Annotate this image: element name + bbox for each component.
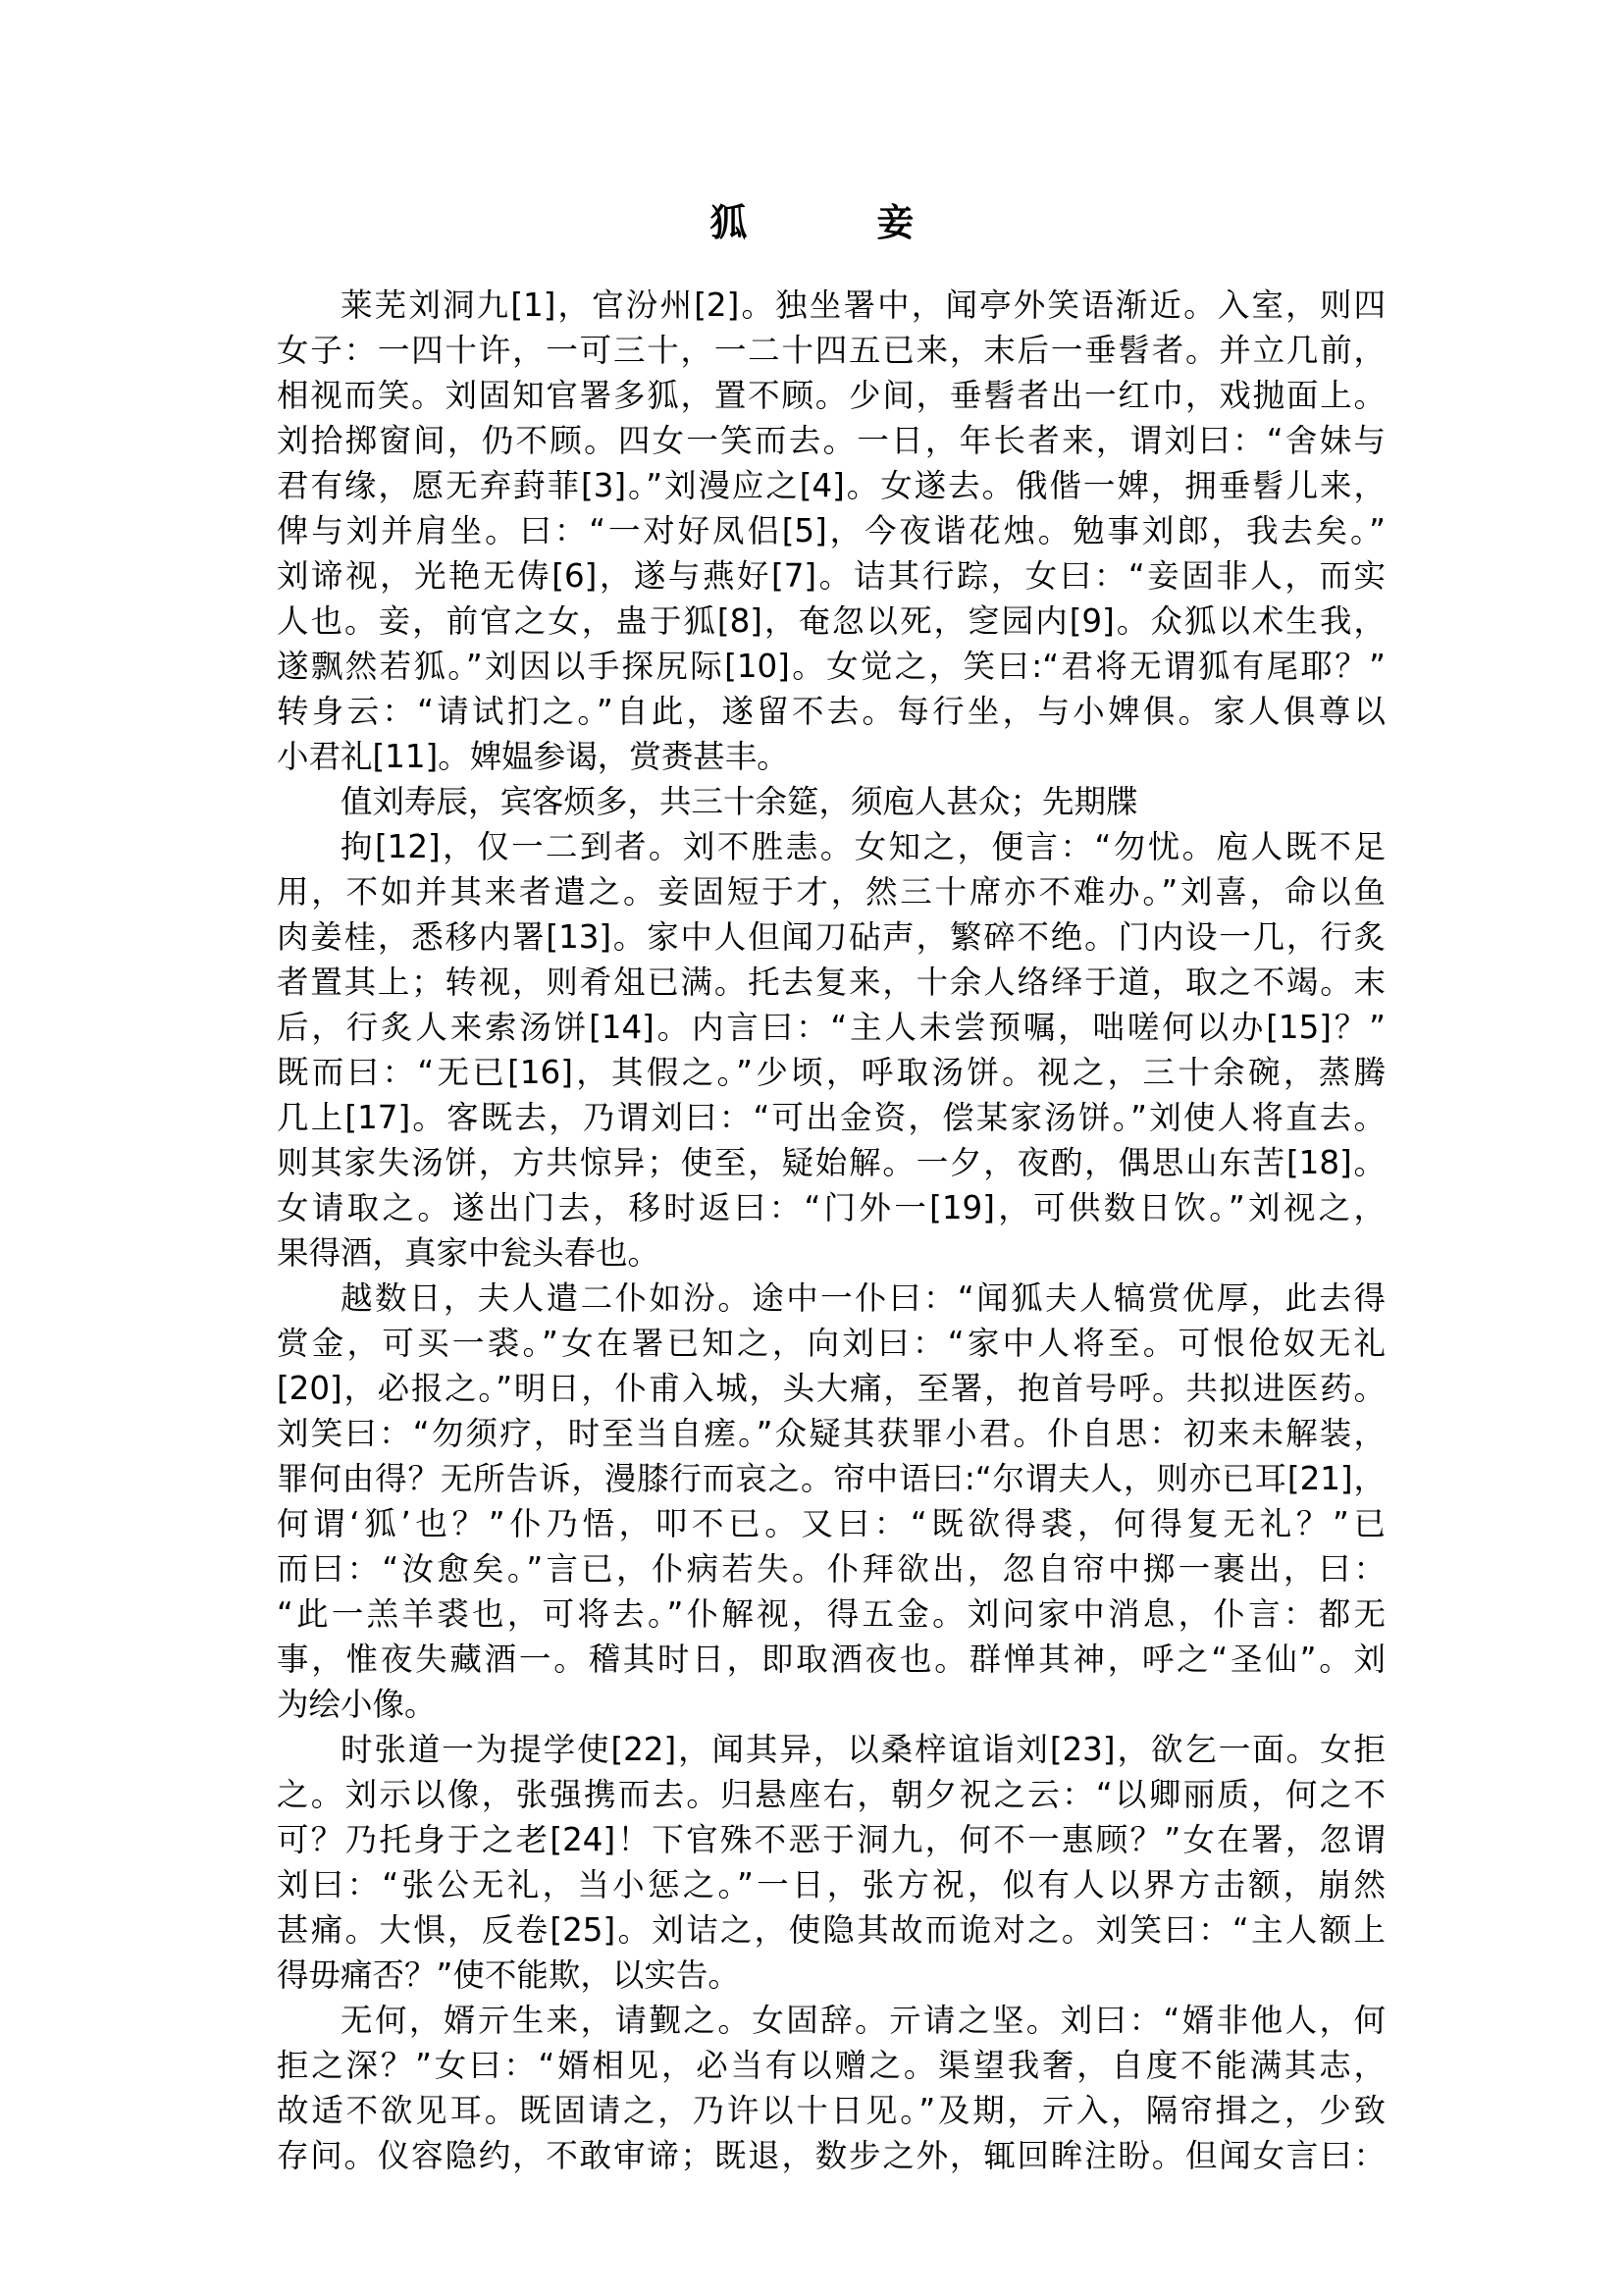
text-line: [20]，必报之。”明日，仆甫入城，头大痛，至署，抱首号呼。共拟进医药。 (277, 1370, 1386, 1407)
text-line: 而曰：“汝愈矣。”言已，仆病若失。仆拜欲出，忽自帘中掷一裹出，曰： (277, 1550, 1386, 1588)
text-line: 则其家失汤饼，方共惊异；使至，疑始解。一夕，夜酌，偶思山东苦[18]。 (277, 1144, 1386, 1181)
text-line: 刘谛视，光艳无俦[6]，遂与燕好[7]。诘其行踪，女曰：“妾固非人，而实 (277, 557, 1386, 595)
text-line: 女子：一四十许，一可三十，一二十四五已来，末后一垂髫者。并立几前， (277, 332, 1386, 369)
text-line: “此一羔羊裘也，可将去。”仆解视，得五金。刘问家中消息，仆言：都无 (277, 1595, 1386, 1633)
text-line: 君有缘，愿无弃葑菲[3]。”刘漫应之[4]。女遂去。俄偕一婢，拥垂髫儿来， (277, 467, 1386, 504)
title-char-2: 妾 (876, 201, 915, 244)
text-line: 为绘小像。 (277, 1686, 437, 1723)
text-line: 俾与刘并肩坐。曰：“一对好凤侣[5]，今夜谐花烛。勉事刘郎，我去矣。” (277, 512, 1386, 549)
text-line: 人也。妾，前官之女，蛊于狐[8]，奄忽以死，窆园内[9]。众狐以术生我， (277, 602, 1386, 640)
text-line: 既而曰：“无已[16]，其假之。”少顷，呼取汤饼。视之，三十余碗，蒸腾 (277, 1054, 1386, 1091)
text-line: 遂飘然若狐。”刘因以手探尻际[10]。女觉之，笑曰:“君将无谓狐有尾耶？” (277, 648, 1386, 685)
text-line: 转身云：“请试扪之。”自此，遂留不去。每行坐，与小婢俱。家人俱尊以 (277, 693, 1386, 730)
text-line: 小君礼[11]。婢媪参谒，赏赉甚丰。 (277, 738, 789, 775)
text-line: 刘曰：“张公无礼，当小惩之。”一日，张方祝，似有人以界方击额，崩然 (277, 1866, 1386, 1903)
text-line: 何谓‘狐’也？”仆乃悟，叩不已。又曰：“既欲得裘，何得复无礼？”已 (277, 1505, 1386, 1542)
text-line: 存问。仪容隐约，不敢审谛；既退，数步之外，辄回眸注盼。但闻女言曰： (277, 2137, 1386, 2174)
text-line: 后，行炙人来索汤饼[14]。内言曰：“主人未尝预嘱，咄嗟何以办[15]？” (277, 1009, 1386, 1046)
title-char-1: 狐 (709, 201, 748, 244)
text-line: 得毋痛否？”使不能欺，以实告。 (277, 1956, 740, 1994)
text-line: 故适不欲见耳。既固请之，乃许以十日见。”及期，亓入，隔帘揖之，少致 (277, 2092, 1386, 2129)
text-line: 者置其上；转视，则肴俎已满。托去复来，十余人络绎于道，取之不竭。末 (277, 964, 1386, 1001)
text-line: 时张道一为提学使[22]，闻其异，以桑梓谊诣刘[23]，欲乞一面。女拒 (341, 1731, 1386, 1768)
text-line: 甚痛。大惧，反卷[25]。刘诘之，使隐其故而诡对之。刘笑曰：“主人额上 (277, 1911, 1386, 1949)
text-line: 之。刘示以像，张强携而去。归悬座右，朝夕祝之云：“以卿丽质，何之不 (277, 1776, 1386, 1813)
text-line: 罪何由得？无所告诉，漫膝行而哀之。帘中语曰:“尔谓夫人，则亦已耳[21]， (277, 1460, 1386, 1497)
text-line: 可？乃托身于之老[24]！下官殊不恶于洞九，何不一惠顾？”女在署，忽谓 (277, 1821, 1386, 1858)
text-line: 值刘寿辰，宾客烦多，共三十余筵，须庖人甚众；先期牒 (341, 783, 1138, 820)
text-line: 肉姜桂，悉移内署[13]。家中人但闻刀砧声，繁碎不绝。门内设一几，行炙 (277, 918, 1386, 956)
text-line: 赏金，可买一裘。”女在署已知之，向刘曰：“家中人将至。可恨伧奴无礼 (277, 1325, 1386, 1362)
text-line: 刘笑曰：“勿须疗，时至当自瘥。”众疑其获罪小君。仆自思：初来未解装， (277, 1415, 1386, 1452)
text-line: 相视而笑。刘固知官署多狐，置不顾。少间，垂髫者出一红巾，戏抛面上。 (277, 377, 1386, 414)
story-body (277, 283, 1386, 2178)
text-line: 无何，婿亓生来，请觐之。女固辞。亓请之坚。刘曰：“婿非他人，何 (341, 2002, 1386, 2039)
text-line: 刘拾掷窗间，仍不顾。四女一笑而去。一日，年长者来，谓刘曰：“舍妹与 (277, 422, 1386, 459)
text-line: 女请取之。遂出门去，移时返曰：“门外一[19]，可供数日饮。”刘视之， (277, 1189, 1386, 1226)
text-line: 果得酒，真家中瓮头春也。 (277, 1234, 660, 1272)
text-line: 用，不如并其来者遣之。妾固短于才，然三十席亦不难办。”刘喜，命以鱼 (277, 873, 1386, 911)
text-line: 拒之深？”女曰：“婿相见，必当有以赠之。渠望我奢，自度不能满其志， (277, 2047, 1386, 2084)
text-line: 拘[12]，仅一二到者。刘不胜恚。女知之，便言：“勿忧。庖人既不足 (341, 828, 1386, 865)
text-line: 事，惟夜失藏酒一。稽其时日，即取酒夜也。群惮其神，呼之“圣仙”。刘 (277, 1641, 1386, 1678)
text-line: 几上[17]。客既去，乃谓刘曰：“可出金资，偿某家汤饼。”刘使人将直去。 (277, 1099, 1386, 1136)
page-title (0, 198, 1624, 247)
text-line: 越数日，夫人遣二仆如汾。途中一仆曰：“闻狐夫人犒赏优厚，此去得 (341, 1279, 1386, 1317)
text-line: 莱芜刘洞九[1]，官汾州[2]。独坐署中，闻亭外笑语渐近。入室，则四 (341, 287, 1386, 324)
